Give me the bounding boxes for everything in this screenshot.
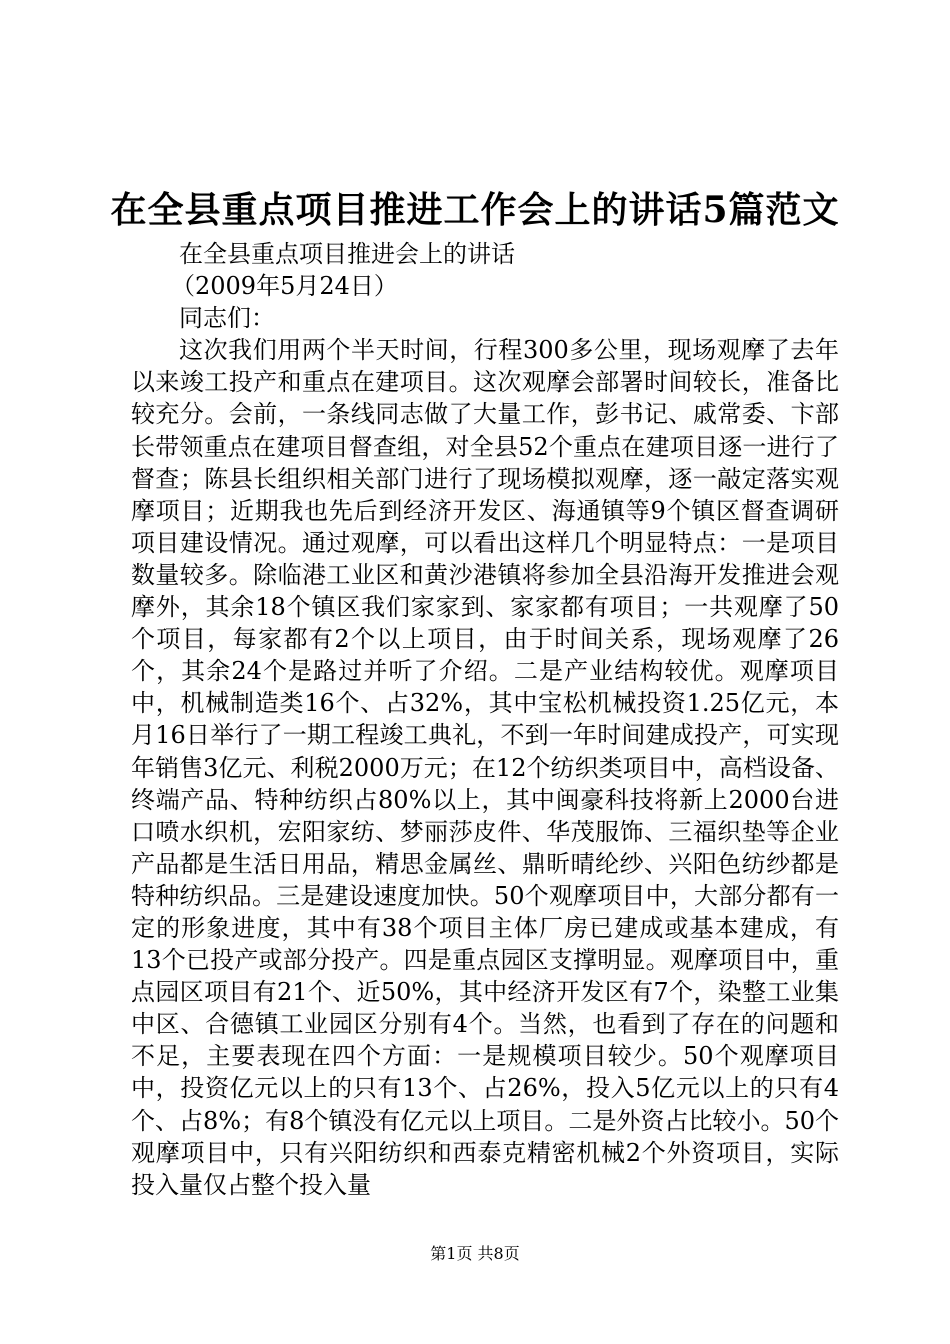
document-title: 在全县重点项目推进工作会上的讲话5篇范文 [110, 189, 840, 231]
body-paragraph: 这次我们用两个半天时间，行程300多公里，现场观摩了去年以来竣工投产和重点在建项目。这次观摩会部署时间较长，准备比较充分。会前，一条线同志做了大量工作，彭书记、戚常委、卞部长带领重点在建项目督查组，对全县52个重点在建项目逐一进行了督查；陈县长组织相关部门进行了现场模拟观摩，逐一敲定落实观摩项目；近期我也先后到经济开发区、海通镇等9个镇区督查调研项目建设情况。通过观摩，可以看出这样几个明显特点：一是项目数量较多。除临港工业区和黄沙港镇将参加全县沿海开发推进会观摩外，其余18个镇区我们家家到、家家都有项目；一共观摩了50个项目，每家都有2个以上项目，由于时间关系，现场观摩了26个，其余24个是路过并听了介绍。二是产业结构较优。观摩项目中，机械制造类16个、占32%，其中宝松机械投资1.25亿元，本月16日举行了一期工程竣工典礼，不到一年时间建成投产，可实现年销售3亿元、利税2000万元；在12个纺织类项目中，高档设备、终端产品、特种纺织占80%以上，其中闽豪科技将新上2000台进口喷水织机，宏阳家纺、梦丽莎皮件、华茂服饰、三福织垫等企业产品都是生活日用品，精思金属丝、鼎昕晴纶纱、兴阳色纺纱都是特种纺织品。三是建设速度加快。50个观摩项目中，大部分都有一定的形象进度，其中有38个项目主体厂房已建成或基本建成，有13个已投产或部分投产。四是重点园区支撑明显。观摩项目中，重点园区项目有21个、近50%，其中经济开发区有7个，染整工业集中区、合德镇工业园区分别有4个。当然，也看到了存在的问题和不足，主要表现在四个方面：一是规模项目较少。50个观摩项目中，投资亿元以上的只有13个、占26%，投入5亿元以上的只有4个、占8%；有8个镇没有亿元以上项目。二是外资占比较小。50个观摩项目中，只有兴阳纺织和西泰克精密机械2个外资项目，实际投入量仅占整个投入量 [131, 336, 839, 1199]
page-number: 第1页 共8页 [430, 1244, 520, 1263]
document-body [131, 238, 839, 1201]
salutation: 同志们： [179, 304, 275, 333]
speech-date: （2009年5月24日） [171, 272, 398, 301]
speech-subtitle: 在全县重点项目推进会上的讲话 [179, 240, 515, 268]
